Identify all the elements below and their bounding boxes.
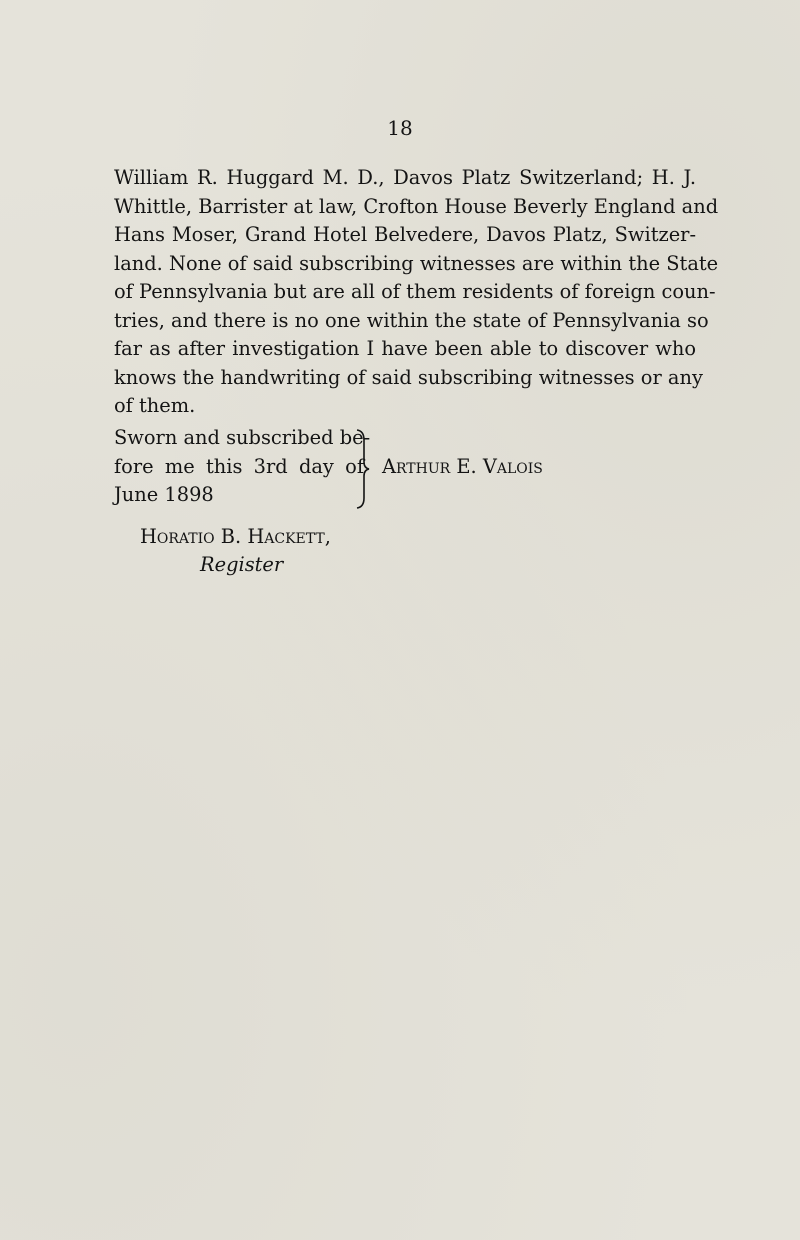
jurat-block <box>114 424 371 510</box>
jurat-line: fore me this 3rd day of <box>114 454 364 478</box>
paragraph-line: tries, and there is no one within the state of Pennsylvania so <box>114 308 709 332</box>
page-number: 18 <box>387 116 413 140</box>
paragraph-line: of Pennsylvania but are all of them residents of foreign coun- <box>114 280 716 303</box>
register-name: Horatio B. Hackett, <box>140 525 331 548</box>
paragraph-line: far as after investigation I have been able to discover who <box>114 337 696 360</box>
paragraph-line: Whittle, Barrister at law, Crofton House Beverly England and <box>114 194 719 218</box>
paragraph-line: knows the handwriting of said subscribing witnesses or any <box>114 365 703 389</box>
affiant-name: Arthur E. Valois <box>382 455 543 478</box>
paragraph-line: Hans Moser, Grand Hotel Belvedere, Davos Platz, Switzer- <box>114 223 696 246</box>
jurat-line: June 1898 <box>114 483 214 506</box>
paragraph-line: William R. Huggard M. D., Davos Platz Switzerland; H. J. <box>114 166 696 189</box>
jurat-line: Sworn and subscribed be- <box>114 426 371 449</box>
register-title: Register <box>200 553 284 576</box>
paragraph-line: land. None of said subscribing witnesses are within the State <box>114 251 719 275</box>
paragraph-line: of them. <box>114 394 196 417</box>
body-paragraph <box>114 164 719 421</box>
curly-brace <box>354 428 374 510</box>
